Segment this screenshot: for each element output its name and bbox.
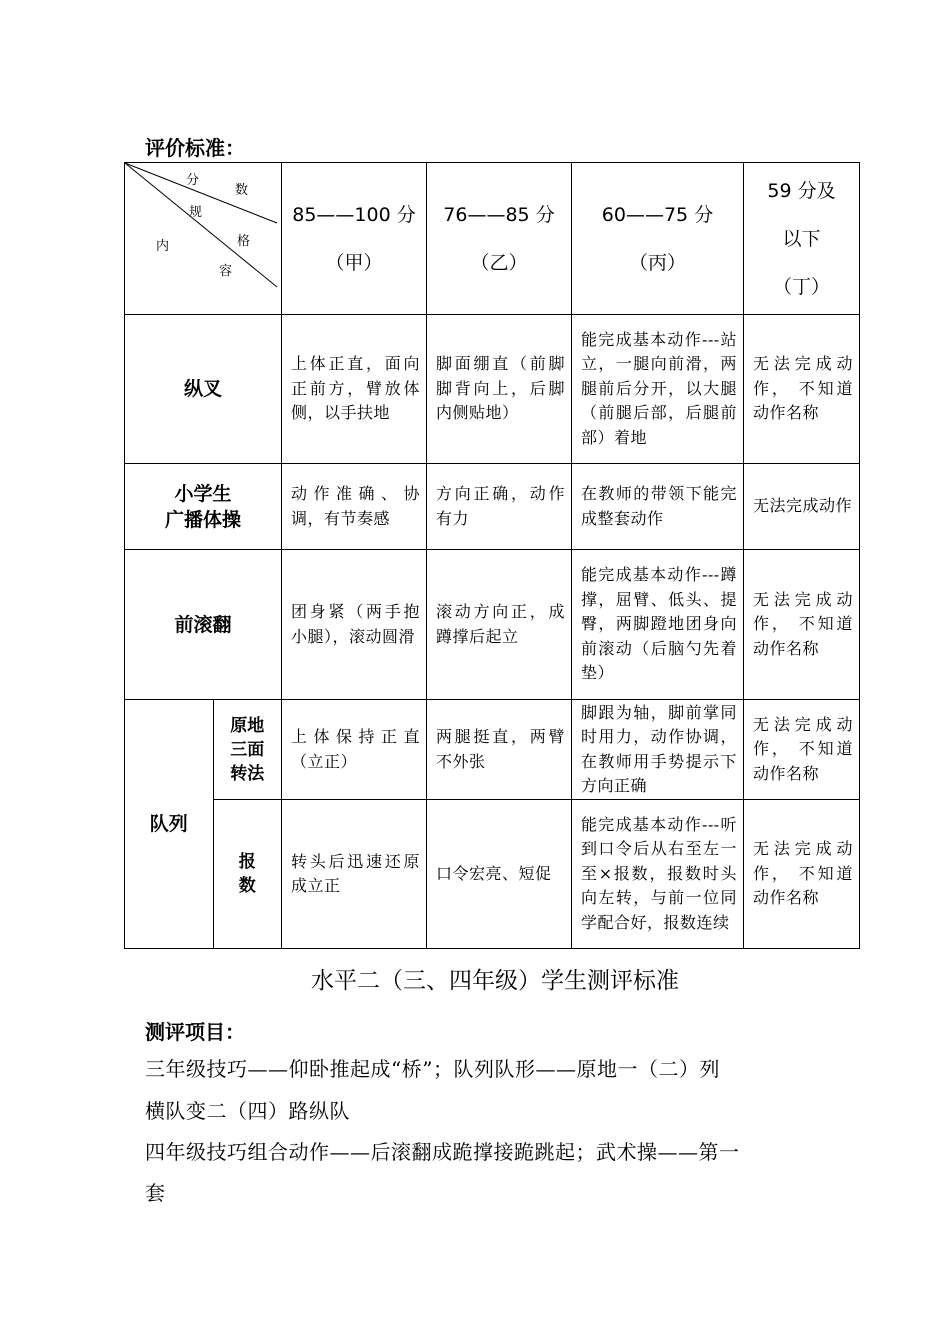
table-cell: 无法完成动作， 不知道动作名称 <box>744 700 860 800</box>
table-cell: 滚动方向正，成蹲撑后起立 <box>427 550 572 700</box>
row-label-duilie: 队列 <box>125 700 214 949</box>
body-line: 横队变二（四）路纵队 <box>145 1099 350 1123</box>
table-cell: 上体保持正直（立正） <box>282 700 427 800</box>
table-cell: 两腿挺直，两臂不外张 <box>427 700 572 800</box>
table-cell: 口令宏亮、短促 <box>427 800 572 949</box>
page-heading: 水平二（三、四年级）学生测评标准 <box>311 968 679 994</box>
column-header-bing: 60——75 分 （丙） <box>572 163 744 315</box>
table-cell: 上体正直，面向正前方，臂放体侧，以手扶地 <box>282 315 427 464</box>
table-cell: 脚跟为轴，脚前掌同时用力，动作协调，在教师用手势提示下方向正确 <box>572 700 744 800</box>
corner-label: 规 <box>189 205 203 220</box>
column-header-jia: 85——100 分 （甲） <box>282 163 427 315</box>
row-label-qiangunfan: 前滚翻 <box>125 550 282 700</box>
row-label-guangbo: 小学生 广播体操 <box>125 464 282 550</box>
table-cell: 动作准确、协调，有节奏感 <box>282 464 427 550</box>
body-line: 四年级技巧组合动作——后滚翻成跪撑接跪跳起；武术操——第一 <box>145 1140 740 1164</box>
subrow-label-baoshu: 报 数 <box>213 800 281 949</box>
table-cell: 无法完成动作 <box>744 464 860 550</box>
table-cell: 无法完成动作， 不知道动作名称 <box>744 315 860 464</box>
table-row <box>125 464 860 550</box>
table-cell: 能完成基本动作---站立，一腿向前滑，两腿前后分开，以大腿（前腿后部，后腿前部）着地 <box>572 315 744 464</box>
subrow-label-zhuanfa: 原地 三面 转法 <box>213 700 281 800</box>
subheading: 测评项目： <box>145 1020 245 1044</box>
table-cell: 无法完成动作， 不知道动作名称 <box>744 800 860 949</box>
table-cell: 在教师的带领下能完成整套动作 <box>572 464 744 550</box>
diagonal-lines <box>125 163 281 314</box>
header-row <box>125 163 860 315</box>
row-label-zongcha: 纵叉 <box>125 315 282 464</box>
table-cell: 方向正确，动作有力 <box>427 464 572 550</box>
column-header-yi: 76——85 分 （乙） <box>427 163 572 315</box>
evaluation-table <box>124 162 860 949</box>
table-row <box>125 800 860 949</box>
table-cell: 无法完成动作， 不知道动作名称 <box>744 550 860 700</box>
table-cell: 转头后迅速还原成立正 <box>282 800 427 949</box>
corner-label: 格 <box>237 234 251 249</box>
column-header-ding: 59 分及 以下 （丁） <box>744 163 860 315</box>
table-row <box>125 550 860 700</box>
section-label: 评价标准： <box>145 136 245 160</box>
diagonal-header-cell <box>125 163 282 315</box>
corner-label: 分 <box>186 173 200 188</box>
body-line: 三年级技巧——仰卧推起成“桥”；队列队形——原地一（二）列 <box>145 1057 720 1081</box>
corner-label: 容 <box>219 264 233 279</box>
table-row <box>125 315 860 464</box>
table-row <box>125 700 860 800</box>
corner-label: 内 <box>156 239 170 254</box>
table-cell: 脚面绷直（前脚脚背向上，后脚内侧贴地） <box>427 315 572 464</box>
table-cell: 团身紧（两手抱小腿），滚动圆滑 <box>282 550 427 700</box>
body-line: 套 <box>145 1181 166 1205</box>
corner-label: 数 <box>235 183 249 198</box>
table-cell: 能完成基本动作---听到口令后从右至左一至×报数，报数时头向左转，与前一位同学配合好，报数连续 <box>572 800 744 949</box>
table-cell: 能完成基本动作---蹲撑，屈臂、低头、提臀，两脚蹬地团身向前滚动（后脑勺先着垫） <box>572 550 744 700</box>
